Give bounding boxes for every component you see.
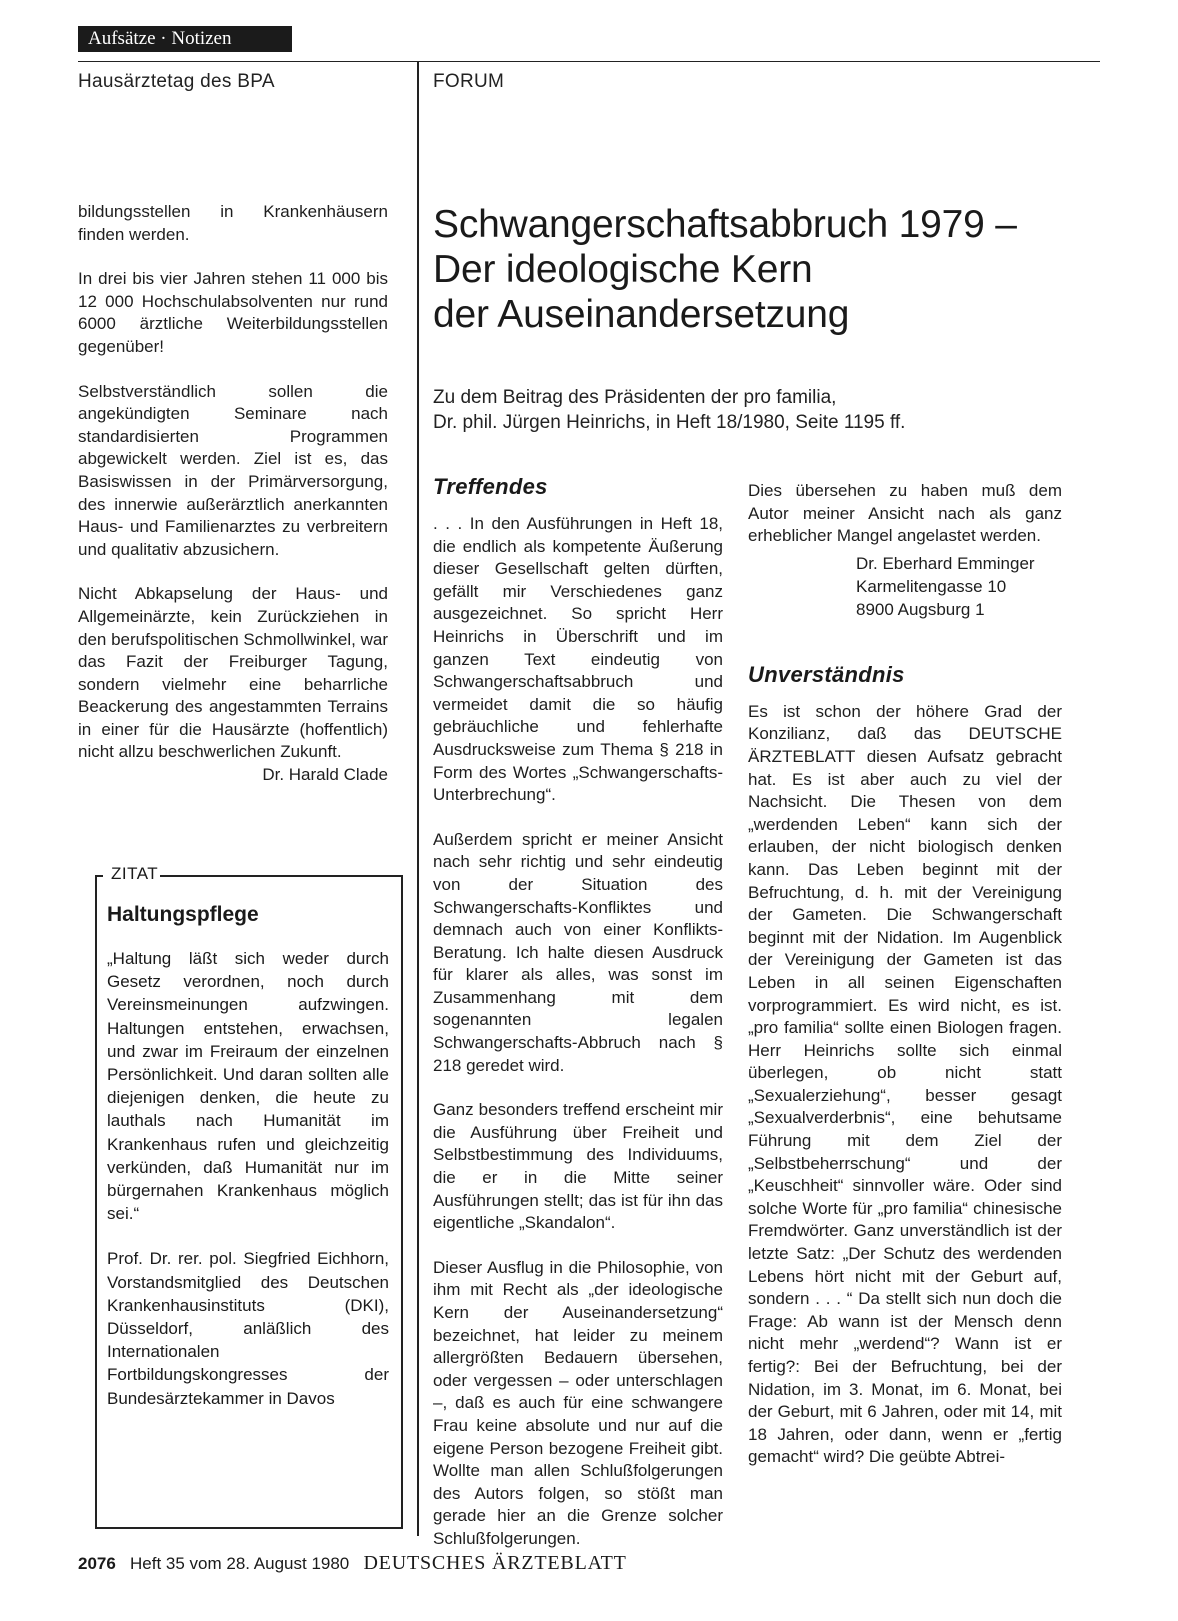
left-signature: Dr. Harald Clade <box>262 765 388 785</box>
top-rule <box>78 61 1100 62</box>
right-section-heading: Unverständnis <box>748 661 905 687</box>
headline-line-1: Schwangerschaftsabbruch 1979 – <box>433 203 1017 246</box>
right-intro: Dies übersehen zu haben muß dem Autor meiner Ansicht nach als ganz erheblicher Mangel angelastet werden. <box>748 481 1062 546</box>
zitat-box <box>95 864 403 1529</box>
middle-column <box>433 473 723 1573</box>
left-paragraph-2: In drei bis vier Jahren stehen 11 000 bis 12 000 Hochschulabsolventen nur rund 6000 ärztliche Weiterbildungsstellen gegenüber! <box>78 269 388 356</box>
headline-line-3: der Auseinandersetzung <box>433 293 850 336</box>
middle-paragraph-1: . . . In den Ausführungen in Heft 18, die endlich als kompetente Äußerung dieser Gesellschaft gelten dürften, gefällt mir Verschiedenes ganz ausgezeichnet. So spricht Herr Heinrichs in Überschrift und im ganzen Text eindeutig von Schwangerschaftsabbruch und vermeidet damit die so häufig gebräuchliche und fehlerhafte Ausdrucksweise zum Thema § 218 in Form des Wortes „Schwangerschafts-Unterbrechung“. <box>433 514 723 805</box>
zitat-heading: Haltungspflege <box>107 903 259 926</box>
left-paragraph-1: bildungsstellen in Krankenhäusern finden werden. <box>78 202 388 244</box>
middle-paragraph-2: Außerdem spricht er meiner Ansicht nach sehr richtig und sehr eindeutig von der Situation des Schwangerschafts-Konfliktes und demnach auch von einer Konflikts-Beratung. Ich halte diesen Ausdruck für klarer als alles, was sonst im Zusammenhang mit dem sogenannten legalen Schwangerschafts-Abbruch nach § 218 geredet wird. <box>433 829 723 1075</box>
right-paragraph: Es ist schon der höhere Grad der Konzilianz, daß das DEUTSCHE ÄRZTEBLATT diesen Aufsatz gebracht hat. Es ist aber auch zu viel der Nachsicht. Die Thesen von dem „werdenden Leben“ kann sich der erlauben, der nicht biologisch denken kann. Das Leben beginnt mit der Befruchtung, d. h. mit der Vereinigung der Gameten. Die Schwangerschaft beginnt mit der Nidation. Im Augenblick der Vereinigung der Gameten ist das Leben in all seinen Eigenschaften vorprogrammiert. Es wird nicht, es ist. „pro familia“ sollte einen Biologen fragen. Herr Heinrichs sollte sich einmal überlegen, ob nicht statt „Sexualerziehung“, besser gesagt „Sexualverderbnis“, eine behutsame Führung mit dem Ziel der „Selbstbeherrschung“ und der „Keuschheit“ sinnvoller wäre. Oder sind solche Worte für „pro familia“ chinesische Fremdwörter. Ganz unverständlich ist der letzte Satz: „Der Schutz des werdenden Lebens hört nicht mit der Geburt auf, sondern . . . “ Da stellt sich nun doch die Frage: Ab wann ist der Mensch denn nicht mehr „werdend“? Wann ist er fertig?: Bei der Befruchtung, bei der Nidation, im 3. Monat, im 6. Monat, bei der Geburt, mit 6 Jahren, oder mit 14, mit 18 Jahren, oder dann, wenn er „fertig gemacht“ wird? Die geübte Abtrei- <box>748 701 1062 1467</box>
zitat-box-top-border <box>159 875 403 877</box>
issue-info: Heft 35 vom 28. August 1980 <box>130 1554 350 1573</box>
zitat-attribution: Prof. Dr. rer. pol. Siegfried Eichhorn, Vorstandsmitglied des Deutschen Krankenhausinstituts (DKI), Düsseldorf, anläßlich des Internationalen Fortbildungskongresses der Bundesärztekammer in Davos <box>107 1249 389 1408</box>
left-running-head: Hausärztetag des BPA <box>78 71 275 92</box>
left-paragraph-3: Selbstverständlich sollen die angekündigten Seminare nach standardisierten Programmen abgewickelt werden. Ziel ist es, das Basiswissen in der Primärversorgung, des innerwie außerärztlich anerkannten Haus- und Familienarztes zu verbreitern und qualitativ abzusichern. <box>78 381 388 559</box>
left-paragraph-4: Nicht Abkapselung der Haus- und Allgemeinärzte, kein Zurückziehen in den berufspolitischen Schmollwinkel, war das Fazit der Freiburger Tagung, sondern vielmehr eine beharrliche Beackerung des angestammten Terrains in einer für die Hausärzte (hoffentlich) nicht allzu beschwerlichen Zukunft. <box>78 584 388 762</box>
article-subtitle <box>433 385 1113 435</box>
middle-paragraph-3: Ganz besonders treffend erscheint mir die Ausführung über Freiheit und Selbstbestimmung des Individuums, die er in die Mitte seiner Ausführungen stellt; das ist für ihn das eigentliche „Skandalon“. <box>433 1100 723 1233</box>
middle-paragraph-4: Dieser Ausflug in die Philosophie, von ihm mit Recht als „der ideologische Kern der Auseinandersetzung“ bezeichnet, hat leider zu meinem allergrößten Bedauern übersehen, oder vergessen – oder unterschlagen –, daß es auch für eine schwangere Frau keine absolute und nur auf die eigene Person bezogene Freiheit gibt. Wollte man allen Schlußfolgerungen des Autors folgen, so stößt man gerade hier an die Grenze solcher Schlußfolgerungen. <box>433 1257 723 1548</box>
zitat-body <box>107 947 389 1432</box>
zitat-label: ZITAT <box>111 864 159 883</box>
section-tag: Aufsätze · Notizen <box>78 26 292 52</box>
right-running-head: FORUM <box>433 71 505 92</box>
right-column <box>748 480 1062 1491</box>
middle-section-heading: Treffendes <box>433 474 548 499</box>
column-divider <box>417 61 419 1536</box>
zitat-box-corner-left <box>95 875 103 877</box>
address-line-2: Karmelitengasse 10 <box>856 576 1007 596</box>
page-footer <box>78 1551 627 1576</box>
left-column <box>78 201 388 809</box>
subtitle-line-1: Zu dem Beitrag des Präsidenten der pro familia, <box>433 387 837 408</box>
author-address <box>748 552 1062 621</box>
address-line-1: Dr. Eberhard Emminger <box>856 553 1035 573</box>
headline-line-2: Der ideologische Kern <box>433 248 813 291</box>
page-number: 2076 <box>78 1554 116 1573</box>
journal-name: DEUTSCHES ÄRZTEBLATT <box>363 1552 627 1574</box>
address-line-3: 8900 Augsburg 1 <box>856 599 985 619</box>
zitat-quote: „Haltung läßt sich weder durch Gesetz verordnen, noch durch Vereinsmeinungen aufzwingen. Haltungen entstehen, erwachsen, und zwar im Freiraum der einzelnen Persönlichkeit. Und daran sollten alle diejenigen denken, die heute zu lauthals nach Humanität im Krankenhaus rufen und gleichzeitig verkünden, daß Humanität nur im bürgernahen Krankenhaus möglich sei.“ <box>107 949 389 1224</box>
article-headline <box>433 202 1113 337</box>
subtitle-line-2: Dr. phil. Jürgen Heinrichs, in Heft 18/1980, Seite 1195 ff. <box>433 412 906 433</box>
